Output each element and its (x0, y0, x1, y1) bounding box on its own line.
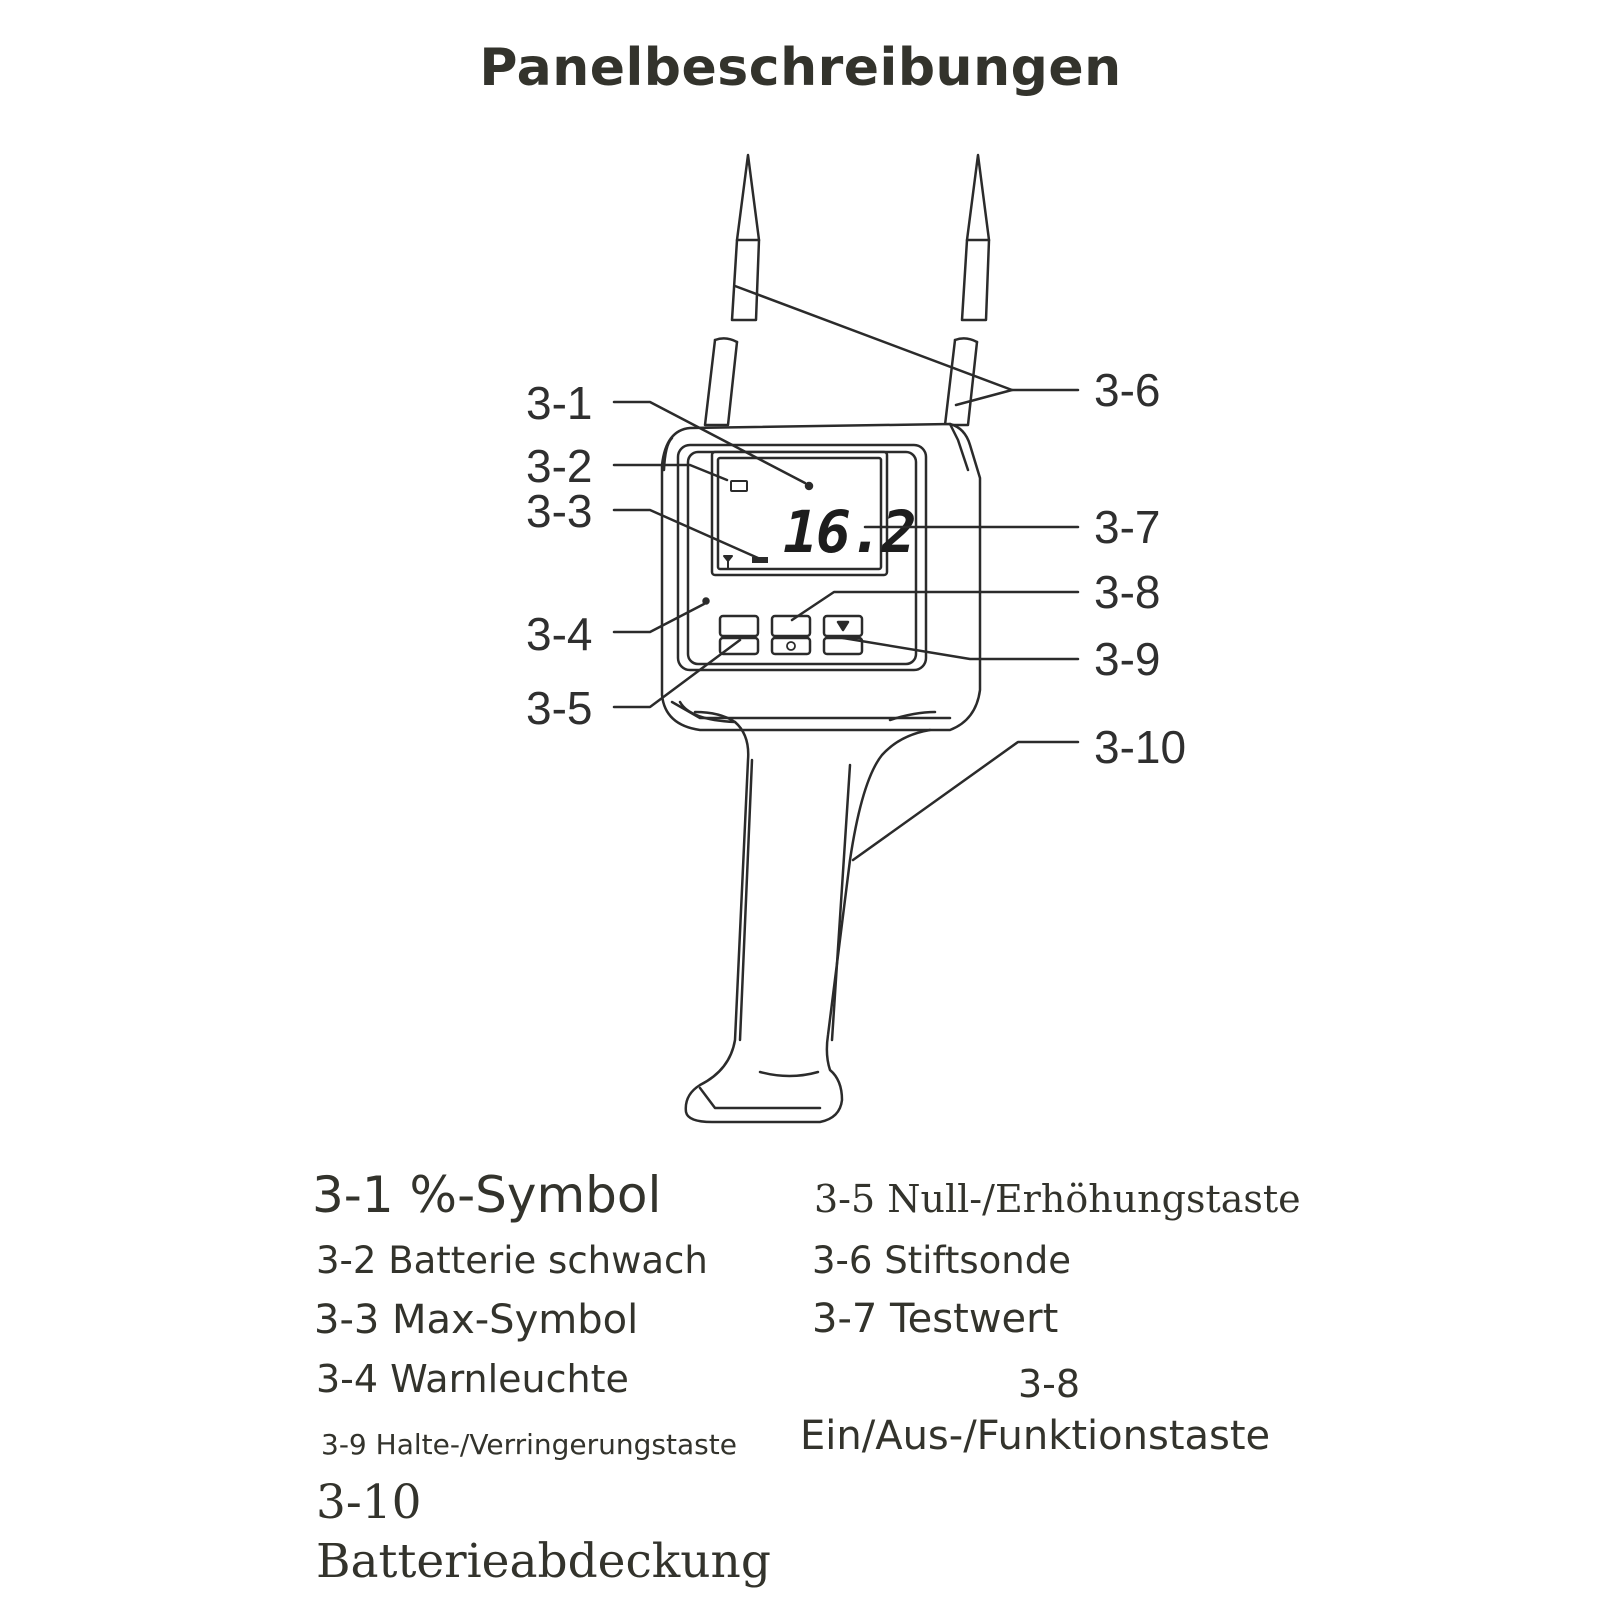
meter-handle (680, 702, 935, 1122)
legend-3-8-text: Ein/Aus-/Funktionstaste (800, 1413, 1271, 1459)
left-pin-probe (705, 155, 759, 425)
callout-3-4: 3-4 (526, 608, 593, 660)
lcd-reading: 16.2 (783, 498, 915, 566)
callout-3-5: 3-5 (526, 682, 593, 734)
callout-3-6: 3-6 (1094, 364, 1161, 416)
legend-3-8: 3-8 (1018, 1362, 1081, 1406)
legend-3-1: 3-1 %-Symbol (312, 1166, 662, 1224)
callout-3-9: 3-9 (1094, 633, 1161, 685)
legend-3-10: 3-10 (316, 1475, 422, 1530)
callout-3-7: 3-7 (1094, 501, 1161, 553)
max-icon (752, 557, 768, 563)
warning-light (704, 599, 709, 604)
legend-3-4: 3-4 Warnleuchte (316, 1357, 629, 1401)
right-pin-probe (945, 155, 989, 425)
callout-3-8: 3-8 (1094, 566, 1161, 618)
legend-3-7: 3-7 Testwert (812, 1296, 1059, 1342)
callout-3-2: 3-2 (526, 440, 593, 492)
legend-3-5: 3-5 Null-/Erhöhungstaste (814, 1177, 1301, 1221)
legend-3-10-text: Batterieabdeckung (316, 1534, 771, 1589)
page-title: Panelbeschreibungen (479, 38, 1122, 98)
callout-3-10: 3-10 (1094, 721, 1187, 773)
callout-3-3: 3-3 (526, 485, 593, 537)
legend-3-6: 3-6 Stiftsonde (812, 1239, 1071, 1282)
legend-3-2: 3-2 Batterie schwach (316, 1239, 708, 1282)
legend-3-9: 3-9 Halte-/Verringerungstaste (321, 1428, 737, 1461)
percent-icon (806, 483, 812, 489)
callout-3-1: 3-1 (526, 377, 593, 429)
legend-3-3: 3-3 Max-Symbol (314, 1297, 639, 1343)
